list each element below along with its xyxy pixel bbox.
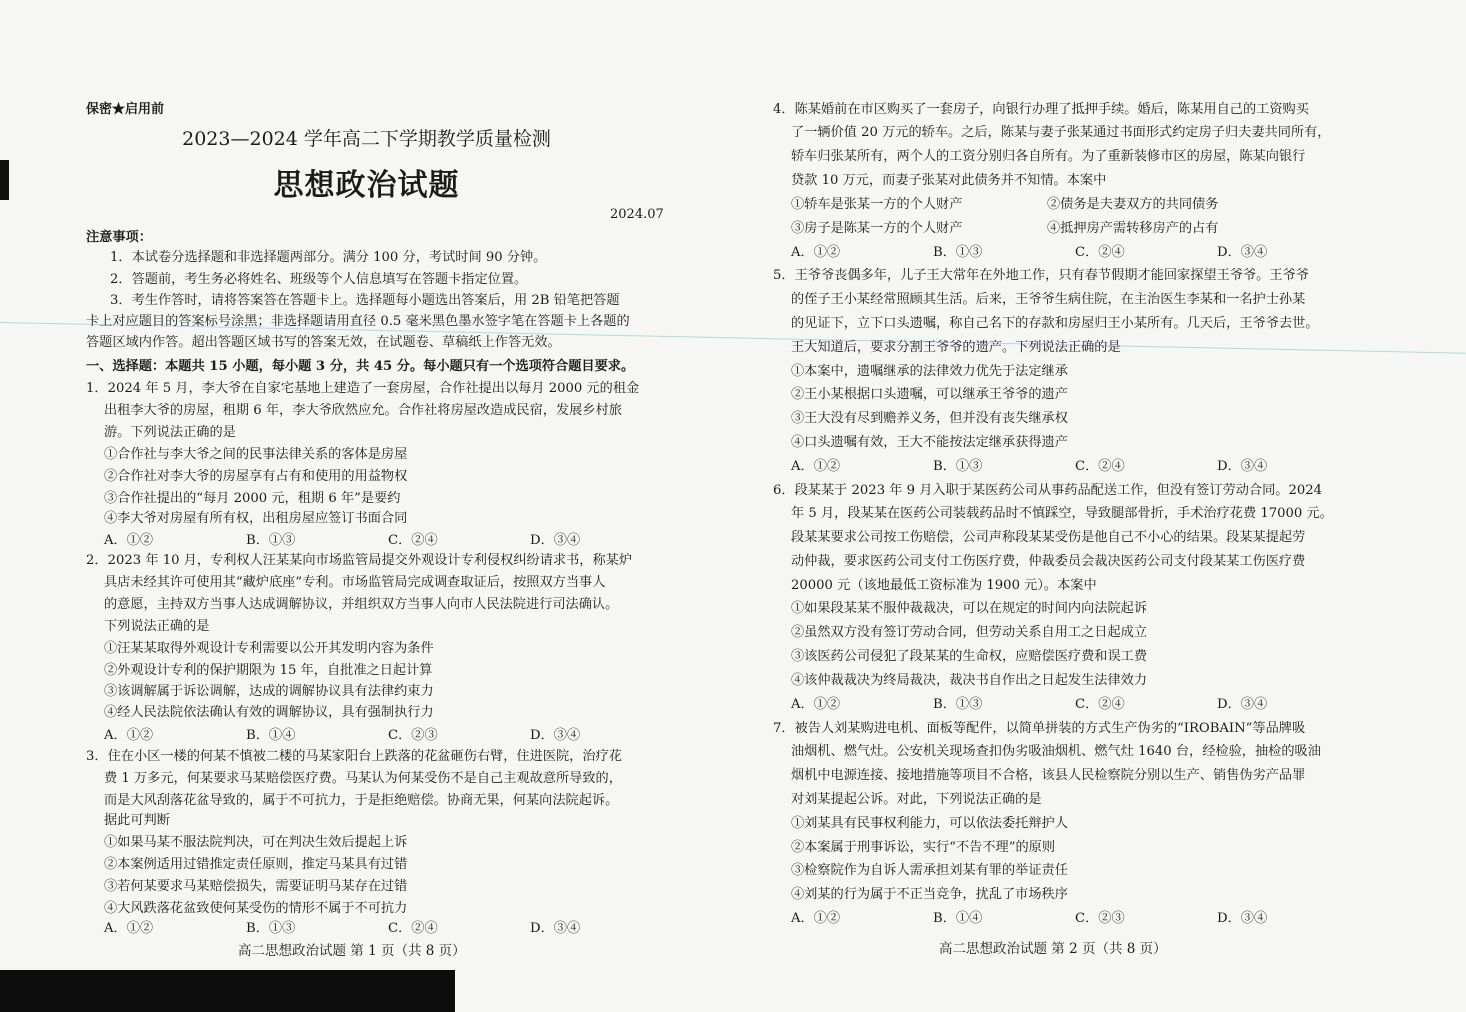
q4-option-d: D．③④: [1217, 245, 1268, 260]
q5-choice-2: ②王小某根据口头遗嘱，可以继承王爷爷的遗产: [791, 387, 1068, 402]
q6-choice-3: ③该医药公司侵犯了段某某的生命权，应赔偿医疗费和误工费: [791, 649, 1148, 664]
q5-option-b: B．①③: [933, 459, 983, 474]
q7-option-c: C．②③: [1075, 911, 1125, 926]
q6-line-2: 年 5 月，段某某在医药公司装载药品时不慎踩空，导致腿部骨折，手术治疗花费 17000 元。: [791, 506, 1333, 521]
q3-choice-3: ③若何某要求马某赔偿损失，需要证明马某存在过错: [104, 879, 408, 894]
q5-option-d: D．③④: [1217, 459, 1268, 474]
q2-choice-3: ③该调解属于诉讼调解，达成的调解协议具有法律约束力: [104, 684, 434, 699]
q6-line-1: 6．段某某于 2023 年 9 月入职于某医药公司从事药品配送工作，但没有签订劳动合同。2024: [773, 483, 1323, 498]
q4-line-3: 轿车归张某所有，两个人的工资分别归各自所有。为了重新装修市区的房屋，陈某向银行: [791, 149, 1306, 164]
q6-line-3: 段某某要求公司按工伤赔偿，公司声称段某某受伤是他自己不小心的结果。段某某提起劳: [791, 530, 1306, 545]
section-title: 一、选择题：本题共 15 小题，每小题 3 分，共 45 分。每小题只有一个选项符合题目要求。: [86, 359, 635, 374]
q7-choice-4: ④刘某的行为属于不正当竞争，扰乱了市场秩序: [791, 887, 1068, 902]
q2-line-2: 具店未经其许可使用其“藏炉底座”专利。市场监管局完成调查取证后，按照双方当事人: [104, 575, 606, 590]
q7-choice-2: ②本案属于刑事诉讼，实行“不告不理”的原则: [791, 840, 1056, 855]
q1-option-c: C．②④: [388, 533, 438, 548]
q1-line-2: 出租李大爷的房屋，租期 6 年，李大爷欣然应允。合作社将房屋改造成民宿，发展乡村旅: [104, 403, 622, 418]
q4-choice-2: ②债务是夫妻双方的共同债务: [1047, 197, 1219, 212]
q2-options: [104, 727, 672, 745]
q5-option-a: A．①②: [791, 459, 841, 474]
q3-option-d: D．③④: [530, 921, 581, 936]
q3-choice-1: ①如果马某不服法院判决，可在判决生效后提起上诉: [104, 835, 408, 850]
page-footer-1: 高二思想政治试题 第 1 页（共 8 页）: [238, 943, 466, 959]
q4-line-2: 了一辆价值 20 万元的轿车。之后，陈某与妻子张某通过书面形式约定房子归夫妻共同所有，: [791, 125, 1331, 140]
notice-1: 1．本试卷分选择题和非选择题两部分。满分 100 分，考试时间 90 分钟。: [110, 250, 547, 265]
q5-choice-4: ④口头遗嘱有效，王大不能按法定继承获得遗产: [791, 435, 1068, 450]
q1-option-a: A．①②: [104, 533, 154, 548]
q2-line-1: 2．2023 年 10 月，专利权人汪某某向市场监管局提交外观设计专利侵权纠纷请求书，称某炉: [86, 553, 633, 568]
q7-line-3: 烟机中电源连接、接地措施等项目不合格，该县人民检察院分别以生产、销售伪劣产品罪: [791, 768, 1306, 783]
q2-choice-1: ①汪某某取得外观设计专利需要以公开其发明内容为条件: [104, 641, 434, 656]
page-footer-2: 高二思想政治试题 第 2 页（共 8 页）: [939, 941, 1167, 957]
q6-line-5: 20000 元（该地最低工资标准为 1900 元）。本案中: [791, 578, 1097, 593]
q5-line-1: 5．王爷爷丧偶多年，儿子王大常年在外地工作，只有春节假期才能回家探望王爷爷。王爷爷: [773, 268, 1309, 283]
page-2: [733, 0, 1466, 1012]
q1-choice-3: ③合作社提出的“每月 2000 元，租期 6 年”是要约: [104, 491, 401, 506]
q3-choice-2: ②本案例适用过错推定责任原则，推定马某具有过错: [104, 857, 408, 872]
q4-choice-4: ④抵押房产需转移房产的占有: [1047, 221, 1219, 236]
q5-line-2: 的侄子王小某经常照顾其生活。后来，王爷爷生病住院，在主治医生李某和一名护士孙某: [791, 292, 1306, 307]
q4-options: [791, 244, 1359, 262]
q3-option-a: A．①②: [104, 921, 154, 936]
notice-3: 3．考生作答时，请将答案答在答题卡上。选择题每小题选出答案后，用 2B 铅笔把答题: [110, 293, 620, 308]
q2-option-a: A．①②: [104, 728, 154, 743]
q2-choice-4: ④经人民法院依法确认有效的调解协议，具有强制执行力: [104, 705, 434, 720]
q3-choice-4: ④大风跌落花盆致使何某受伤的情形不属于不可抗力: [104, 901, 408, 916]
notice-title: 注意事项：: [86, 230, 152, 245]
q7-option-a: A．①②: [791, 911, 841, 926]
q1-choice-2: ②合作社对李大爷的房屋享有占有和使用的用益物权: [104, 469, 408, 484]
q7-choice-3: ③检察院作为自诉人需承担刘某有罪的举证责任: [791, 863, 1068, 878]
q4-line-1: 4．陈某婚前在市区购买了一套房子，向银行办理了抵押手续。婚后，陈某用自己的工资购买: [773, 102, 1309, 117]
q2-line-4: 下列说法正确的是: [104, 619, 210, 634]
q5-line-4: 王大知道后，要求分割王爷爷的遗产。下列说法正确的是: [791, 340, 1121, 355]
q2-line-3: 的意愿，主持双方当事人达成调解协议，并组织双方当事人向市人民法院进行司法确认。: [104, 597, 619, 612]
q7-option-b: B．①④: [933, 911, 983, 926]
q5-options: [791, 458, 1359, 476]
q6-choice-4: ④该仲裁裁决为终局裁决，裁决书自作出之日起发生法律效力: [791, 673, 1148, 688]
q6-choice-2: ②虽然双方没有签订劳动合同，但劳动关系自用工之日起成立: [791, 625, 1148, 640]
q1-line-3: 游。下列说法正确的是: [104, 425, 236, 440]
q6-option-c: C．②④: [1075, 697, 1125, 712]
q5-option-c: C．②④: [1075, 459, 1125, 474]
q6-choice-1: ①如果段某某不服仲裁裁决，可以在规定的时间内向法院起诉: [791, 601, 1148, 616]
exam-title: 2023—2024 学年高二下学期教学质量检测: [182, 128, 551, 150]
notice-2: 2．答题前，考生务必将姓名、班级等个人信息填写在答题卡指定位置。: [110, 272, 528, 287]
q4-choice-3: ③房子是陈某一方的个人财产: [791, 221, 963, 236]
q6-line-4: 动仲裁，要求医药公司支付工伤医疗费，仲裁委员会裁决医药公司支付段某某工伤医疗费: [791, 554, 1306, 569]
q4-choice-1: ①轿车是张某一方的个人财产: [791, 197, 963, 212]
q1-choice-1: ①合作社与李大爷之间的民事法律关系的客体是房屋: [104, 447, 408, 462]
q3-option-c: C．②④: [388, 921, 438, 936]
q5-choice-1: ①本案中，遗嘱继承的法律效力优先于法定继承: [791, 364, 1068, 379]
q5-line-3: 的见证下，立下口头遗嘱，称自己名下的存款和房屋归王小某所有。几天后，王爷爷去世。: [791, 316, 1319, 331]
q7-option-d: D．③④: [1217, 911, 1268, 926]
q3-options: [104, 920, 672, 938]
q3-line-4: 据此可判断: [104, 813, 170, 828]
q4-option-c: C．②④: [1075, 245, 1125, 260]
q4-option-b: B．①③: [933, 245, 983, 260]
q2-option-d: D．③④: [530, 728, 581, 743]
subject-title: 思想政治试题: [273, 168, 460, 203]
secret-label: 保密★启用前: [86, 102, 165, 117]
q3-line-1: 3．住在小区一楼的何某不慎被二楼的马某家阳台上跌落的花盆砸伤右臂，住进医院，治疗花: [86, 749, 622, 764]
q6-option-a: A．①②: [791, 697, 841, 712]
q7-line-1: 7．被告人刘某购进电机、面板等配件，以简单拼装的方式生产伪劣的“IROBAIN”等品牌吸: [773, 721, 1306, 736]
q7-line-4: 对刘某提起公诉。对此，下列说法正确的是: [791, 792, 1042, 807]
q3-line-2: 费 1 万多元，何某要求马某赔偿医疗费。马某认为何某受伤不是自己主观故意所导致的，: [104, 771, 622, 786]
q1-options: [104, 532, 672, 550]
notice-3-cont: 卡上对应题目的答案标号涂黑；非选择题请用直径 0.5 毫米黑色墨水签字笔在答题卡上各题的: [86, 314, 630, 329]
q6-option-d: D．③④: [1217, 697, 1268, 712]
q2-option-b: B．①④: [246, 728, 296, 743]
q7-line-2: 油烟机、燃气灶。公安机关现场查扣伪劣吸油烟机、燃气灶 1640 台，经检验，抽检的吸油: [791, 744, 1321, 759]
q1-line-1: 1．2024 年 5 月，李大爷在自家宅基地上建造了一套房屋，合作社提出以每月 2000 元的租金: [86, 381, 640, 396]
q3-line-3: 而是大风刮落花盆导致的，属于不可抗力，于是拒绝赔偿。协商无果，何某向法院起诉。: [104, 793, 619, 808]
exam-date: 2024.07: [610, 207, 664, 222]
q4-option-a: A．①②: [791, 245, 841, 260]
q1-option-d: D．③④: [530, 533, 581, 548]
q1-choice-4: ④李大爷对房屋有所有权，出租房屋应签订书面合同: [104, 511, 408, 526]
q6-options: [791, 696, 1359, 714]
q7-options: [791, 910, 1359, 928]
q4-line-4: 贷款 10 万元，而妻子张某对此债务并不知情。本案中: [791, 173, 1107, 188]
q7-choice-1: ①刘某具有民事权利能力，可以依法委托辩护人: [791, 816, 1068, 831]
q2-option-c: C．②③: [388, 728, 438, 743]
q5-choice-3: ③王大没有尽到赡养义务，但并没有丧失继承权: [791, 411, 1068, 426]
notice-3-cont2: 答题区域内作答。超出答题区域书写的答案无效，在试题卷、草稿纸上作答无效。: [86, 335, 561, 350]
q1-option-b: B．①③: [246, 533, 296, 548]
q2-choice-2: ②外观设计专利的保护期限为 15 年，自批准之日起计算: [104, 663, 433, 678]
q3-option-b: B．①③: [246, 921, 296, 936]
q6-option-b: B．①③: [933, 697, 983, 712]
